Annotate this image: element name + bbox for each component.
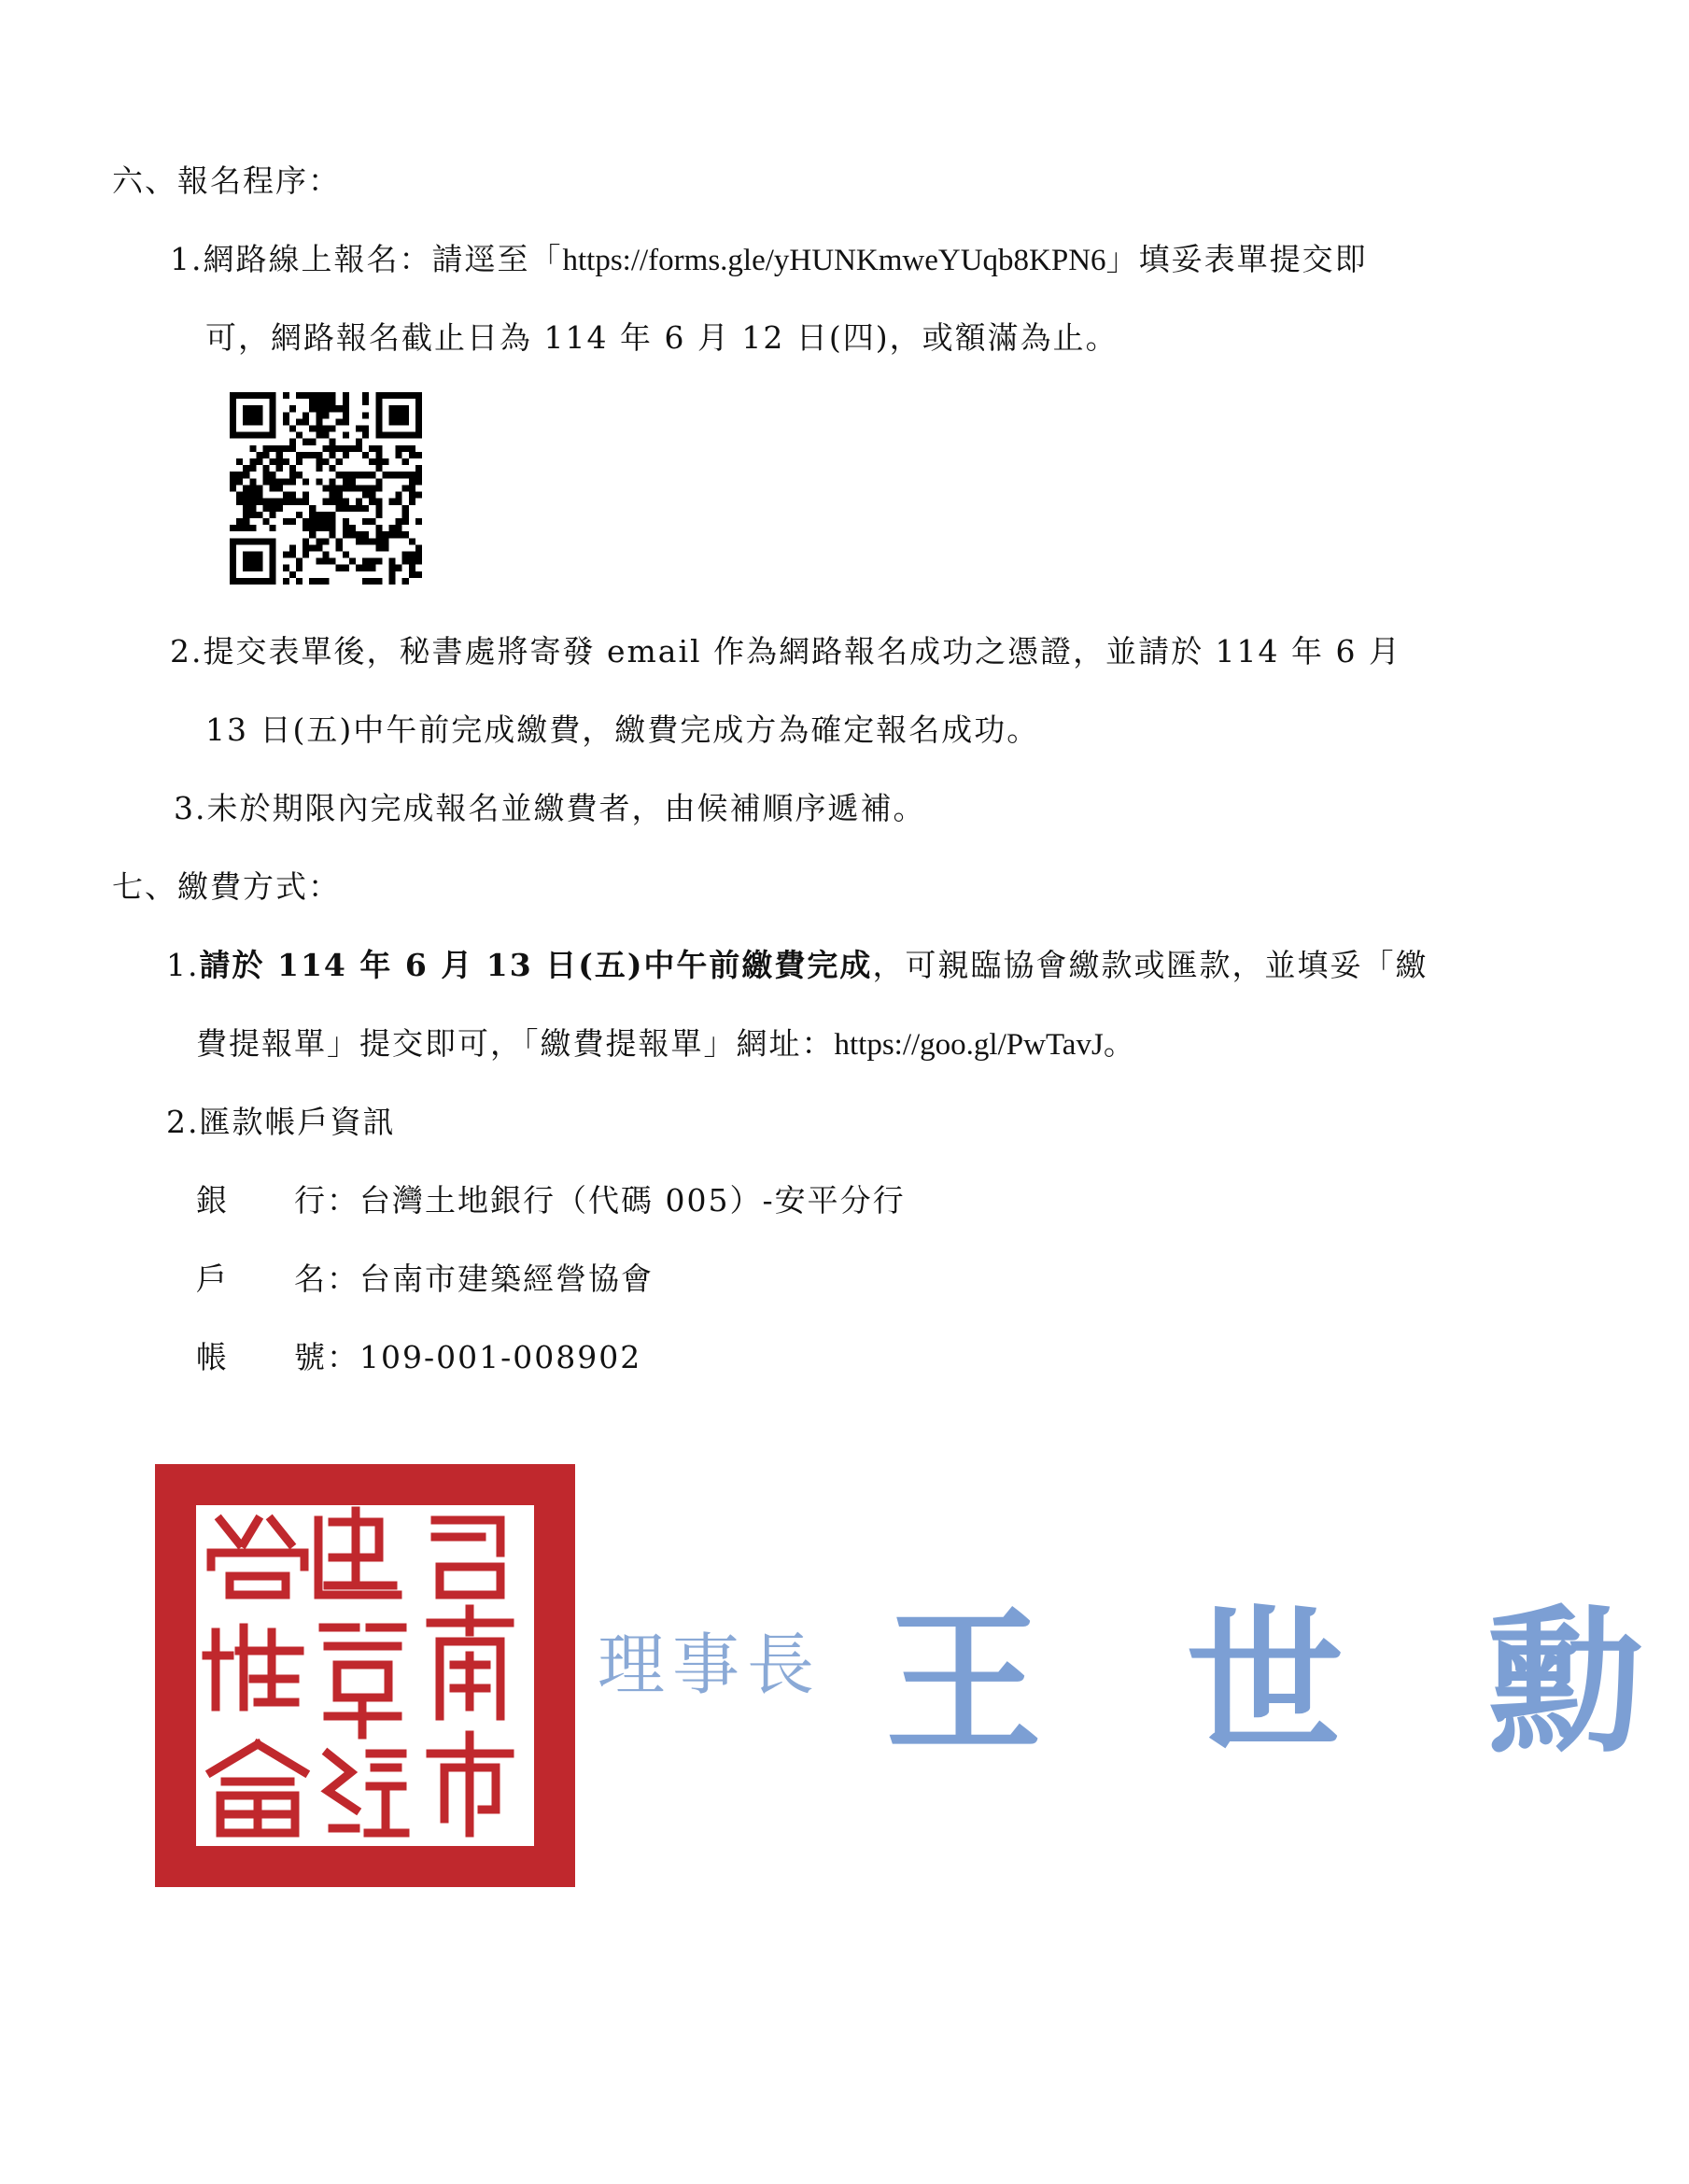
association-seal-stamp — [155, 1464, 575, 1887]
section-7-item-2: 2.匯款帳戶資訊 — [166, 1104, 396, 1140]
account-number-row — [196, 1337, 641, 1378]
bank-value: 台灣土地銀行（代碼 005）-安平分行 — [359, 1182, 906, 1219]
section-7-heading: 七、繳費方式： — [112, 868, 341, 905]
payment-form-link[interactable]: https://goo.gl/PwTavJ — [834, 1028, 1104, 1062]
item-1-line-2-prefix: 費提報單」提交即可，「繳費提報單」網址： — [196, 1025, 835, 1062]
section-6-item-1-line-2: 可，網路報名截止日為 114 年 6 月 12 日(四)，或額滿為止。 — [205, 319, 1119, 356]
account-name-value: 台南市建築經營協會 — [359, 1261, 654, 1297]
payment-deadline: 請於 114 年 6 月 13 日(五)中午前繳費完成 — [199, 947, 873, 983]
section-6-item-3: 3.未於期限內完成報名並繳費者，由候補順序遞補。 — [174, 790, 926, 826]
item-1-line-2-suffix: 。 — [1103, 1025, 1136, 1062]
section-6-item-2-line-2: 13 日(五)中午前完成繳費，繳費完成方為確定報名成功。 — [205, 712, 1040, 748]
account-name-row — [196, 1259, 654, 1300]
chairman-signature-name: 王 世 勳 — [885, 1589, 1689, 1774]
section-6-item-2-line-1: 2.提交表單後，秘書處將寄發 email 作為網路報名成功之憑證，並請於 114 年 6 月 — [170, 633, 1402, 669]
account-number-label: 帳 號： — [196, 1339, 359, 1375]
registration-form-link[interactable]: https://forms.gle/yHUNKmweYUqb8KPN6 — [562, 244, 1106, 277]
section-7-item-1-line-2 — [196, 1023, 1136, 1065]
account-number-value: 109-001-008902 — [359, 1339, 642, 1375]
account-name-label: 戶 名： — [196, 1261, 359, 1297]
item-1-suffix: 」填妥表單提交即 — [1105, 241, 1368, 277]
chairman-title: 理事長 — [598, 1626, 823, 1704]
section-7-item-1-line-1 — [166, 945, 1428, 986]
qr-code-icon — [230, 392, 422, 585]
section-6-item-1-line-1 — [170, 239, 1368, 281]
bank-row — [196, 1180, 906, 1221]
item-1-number: 1. — [166, 947, 200, 983]
bank-label: 銀 行： — [196, 1182, 359, 1219]
section-6-heading: 六、報名程序： — [112, 162, 341, 199]
item-1-rest: ，可親臨協會繳款或匯款，並填妥「繳 — [872, 947, 1429, 983]
item-1-prefix: 1.網路線上報名：請逕至「 — [170, 241, 563, 277]
